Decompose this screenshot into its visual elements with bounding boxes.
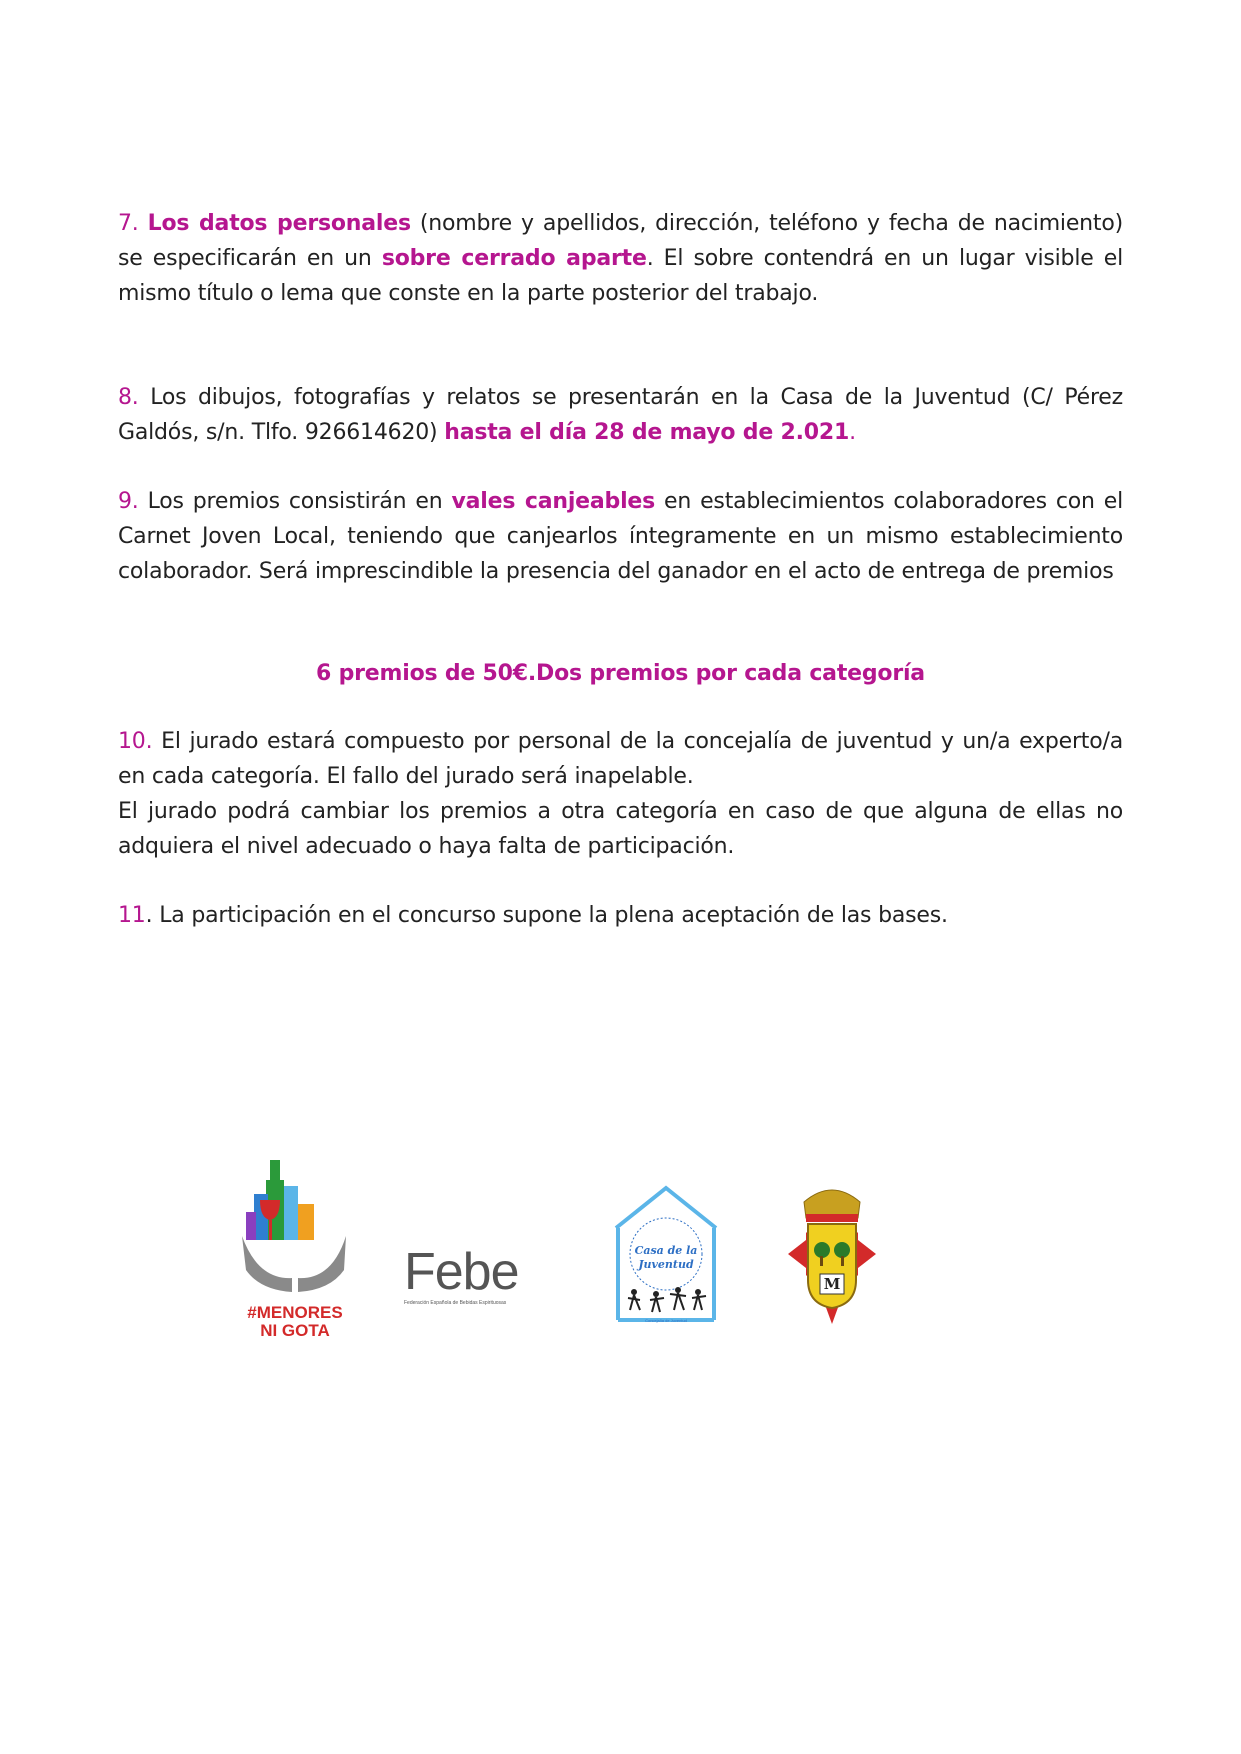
menores-line1: #MENORES — [247, 1303, 343, 1322]
item-number: 9. — [118, 489, 139, 514]
casa-footer: Concejalía de Juventud — [645, 1318, 687, 1323]
text: (nombre y apellidos, dirección, teléfono y fecha de nacimiento) se especificarán en un — [118, 211, 1123, 271]
bottles-hands-icon — [240, 1160, 350, 1300]
prizes-line — [118, 656, 1123, 691]
text: en establecimientos colaboradores con el Carnet Joven Local, teniendo que canjearlos íntegramente en un mismo establecimiento colaborador. Será imprescindible la presencia del ganador en el acto de entrega de premios — [118, 489, 1123, 584]
prizes-text: 6 premios de 50€.Dos premios por cada categoría — [316, 661, 925, 686]
paragraph-10 — [118, 724, 1123, 864]
text: . — [849, 420, 856, 445]
logos-row — [0, 1160, 1241, 1360]
menores-ni-gota-logo — [240, 1160, 350, 1340]
item-number: 10. — [118, 729, 153, 754]
item-number: 8. — [118, 385, 139, 410]
paragraph-9 — [118, 484, 1123, 589]
text — [139, 211, 148, 236]
text: . El sobre contendrá en un lugar visible el mismo título o lema que conste en la parte posterior del trabajo. — [118, 246, 1123, 306]
highlight: Los datos personales — [147, 211, 411, 236]
paragraph-7 — [118, 206, 1123, 311]
paragraph-8 — [118, 380, 1123, 450]
text: Los dibujos, fotografías y relatos se presentarán en la Casa de la Juventud (C/ Pérez Galdós, s/n. Tlfo. 926614620) — [118, 385, 1123, 445]
text: Los premios consistirán en — [138, 489, 452, 514]
menores-line2: NI GOTA — [260, 1321, 330, 1340]
casa-line2: Juventud — [638, 1258, 694, 1271]
text: . La participación en el concurso supone la plena aceptación de las bases. — [145, 903, 948, 928]
text: El jurado podrá cambiar los premios a otra categoría en caso de que alguna de ellas no adquiera el nivel adecuado o haya falta de participación. — [118, 799, 1123, 859]
casa-juventud-logo — [612, 1184, 720, 1326]
febe-subtitle: Federación Española de Bebidas Espirituosas — [404, 1300, 507, 1306]
febe-name: Febe — [404, 1243, 519, 1301]
text: El jurado estará compuesto por personal de la concejalía de juventud y un/a experto/a en cada categoría. El fallo del jurado será inapelable. — [118, 729, 1123, 789]
paragraph-11 — [118, 898, 1123, 933]
casa-line1: Casa de la — [634, 1244, 698, 1257]
highlight: vales canjeables — [451, 489, 656, 514]
escudo-letter: M — [823, 1275, 841, 1293]
item-number: 11 — [118, 903, 146, 928]
coat-of-arms-icon — [784, 1184, 880, 1334]
item-number: 7. — [118, 211, 139, 236]
highlight: sobre cerrado aparte — [381, 246, 647, 271]
febe-logo — [404, 1243, 544, 1326]
highlight: hasta el día 28 de mayo de 2.021 — [444, 420, 850, 445]
coat-of-arms-logo — [784, 1184, 880, 1334]
